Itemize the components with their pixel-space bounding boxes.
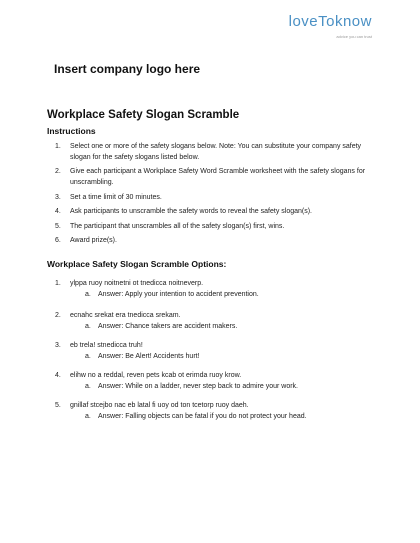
item-text: Select one or more of the safety slogans below. Note: You can substitute your company safety slogan for the safety slogans listed below. xyxy=(70,143,362,161)
list-item xyxy=(47,310,372,332)
answer-row xyxy=(70,411,372,422)
list-item xyxy=(47,340,372,362)
answer-text: Answer: Chance takers are accident makers. xyxy=(98,323,238,330)
scrambled-slogan: gnillaf stcejbo nac eb latal fi uoy od ton tcetorp ruoy daeh. xyxy=(70,402,249,409)
item-number: 2. xyxy=(55,168,61,176)
answer-row xyxy=(70,321,372,332)
answer-letter: a. xyxy=(85,413,91,420)
scramble-row xyxy=(55,340,372,351)
brand-name: loveToknow xyxy=(288,13,372,30)
options-list xyxy=(47,278,372,422)
list-item xyxy=(47,235,372,246)
scramble-row xyxy=(55,310,372,321)
scrambled-slogan: elihw no a reddal, reven pets kcab ot erimda ruoy krow. xyxy=(70,372,242,379)
list-item xyxy=(47,141,372,163)
answer-letter: a. xyxy=(85,383,91,390)
answer-text: Answer: While on a ladder, never step back to admire your work. xyxy=(98,383,298,390)
instructions-heading: Instructions xyxy=(47,126,96,136)
answer-text: Answer: Apply your intention to accident prevention. xyxy=(98,291,259,298)
item-number: 1. xyxy=(55,143,61,150)
item-number: 1. xyxy=(55,280,61,287)
brand-logo xyxy=(286,14,372,40)
list-item xyxy=(47,221,372,232)
answer-row xyxy=(70,351,372,362)
answer-text: Answer: Be Alert! Accidents hurt! xyxy=(98,353,200,360)
list-item xyxy=(47,278,372,300)
scramble-row xyxy=(55,400,372,411)
item-text: Set a time limit of 30 minutes. xyxy=(70,193,162,201)
list-item xyxy=(47,400,372,422)
answer-letter: a. xyxy=(85,323,91,330)
item-text: Ask participants to unscramble the safety words to reveal the safety slogan(s). xyxy=(70,208,313,216)
scrambled-slogan: ecnahc srekat era tnedicca srekam. xyxy=(70,312,181,319)
answer-letter: a. xyxy=(85,353,91,360)
answer-text: Answer: Falling objects can be fatal if you do not protect your head. xyxy=(98,413,307,420)
scramble-row xyxy=(55,278,372,289)
instructions-list xyxy=(47,141,372,246)
scrambled-slogan: eb trela! stnedicca truh! xyxy=(70,342,143,349)
answer-letter: a. xyxy=(85,291,91,298)
company-logo-placeholder: Insert company logo here xyxy=(54,62,201,76)
scramble-row xyxy=(55,370,372,381)
item-number: 3. xyxy=(55,193,61,201)
answer-row xyxy=(70,381,372,392)
item-text: The participant that unscrambles all of the safety slogan(s) first, wins. xyxy=(70,222,285,230)
item-number: 4. xyxy=(55,372,61,379)
item-number: 4. xyxy=(55,208,61,216)
list-item xyxy=(47,370,372,392)
options-heading: Workplace Safety Slogan Scramble Options: xyxy=(47,259,227,269)
instructions-section xyxy=(47,126,372,246)
item-text: Award prize(s). xyxy=(70,236,117,244)
item-number: 6. xyxy=(55,236,61,244)
scrambled-slogan: ylppa ruoy noitnetni ot tnedicca noitneverp. xyxy=(70,280,204,287)
item-number: 3. xyxy=(55,342,61,349)
brand-tagline: advice you can trust xyxy=(336,34,372,39)
item-text: Give each participant a Workplace Safety Word Scramble worksheet with the safety slogans for unscrambling. xyxy=(70,168,366,187)
list-item xyxy=(47,166,372,188)
item-number: 5. xyxy=(55,402,61,409)
document-title: Workplace Safety Slogan Scramble xyxy=(47,109,240,121)
item-number: 2. xyxy=(55,312,61,319)
options-section xyxy=(47,259,372,430)
answer-row xyxy=(70,289,372,300)
list-item xyxy=(47,206,372,217)
item-number: 5. xyxy=(55,222,61,230)
list-item xyxy=(47,192,372,203)
